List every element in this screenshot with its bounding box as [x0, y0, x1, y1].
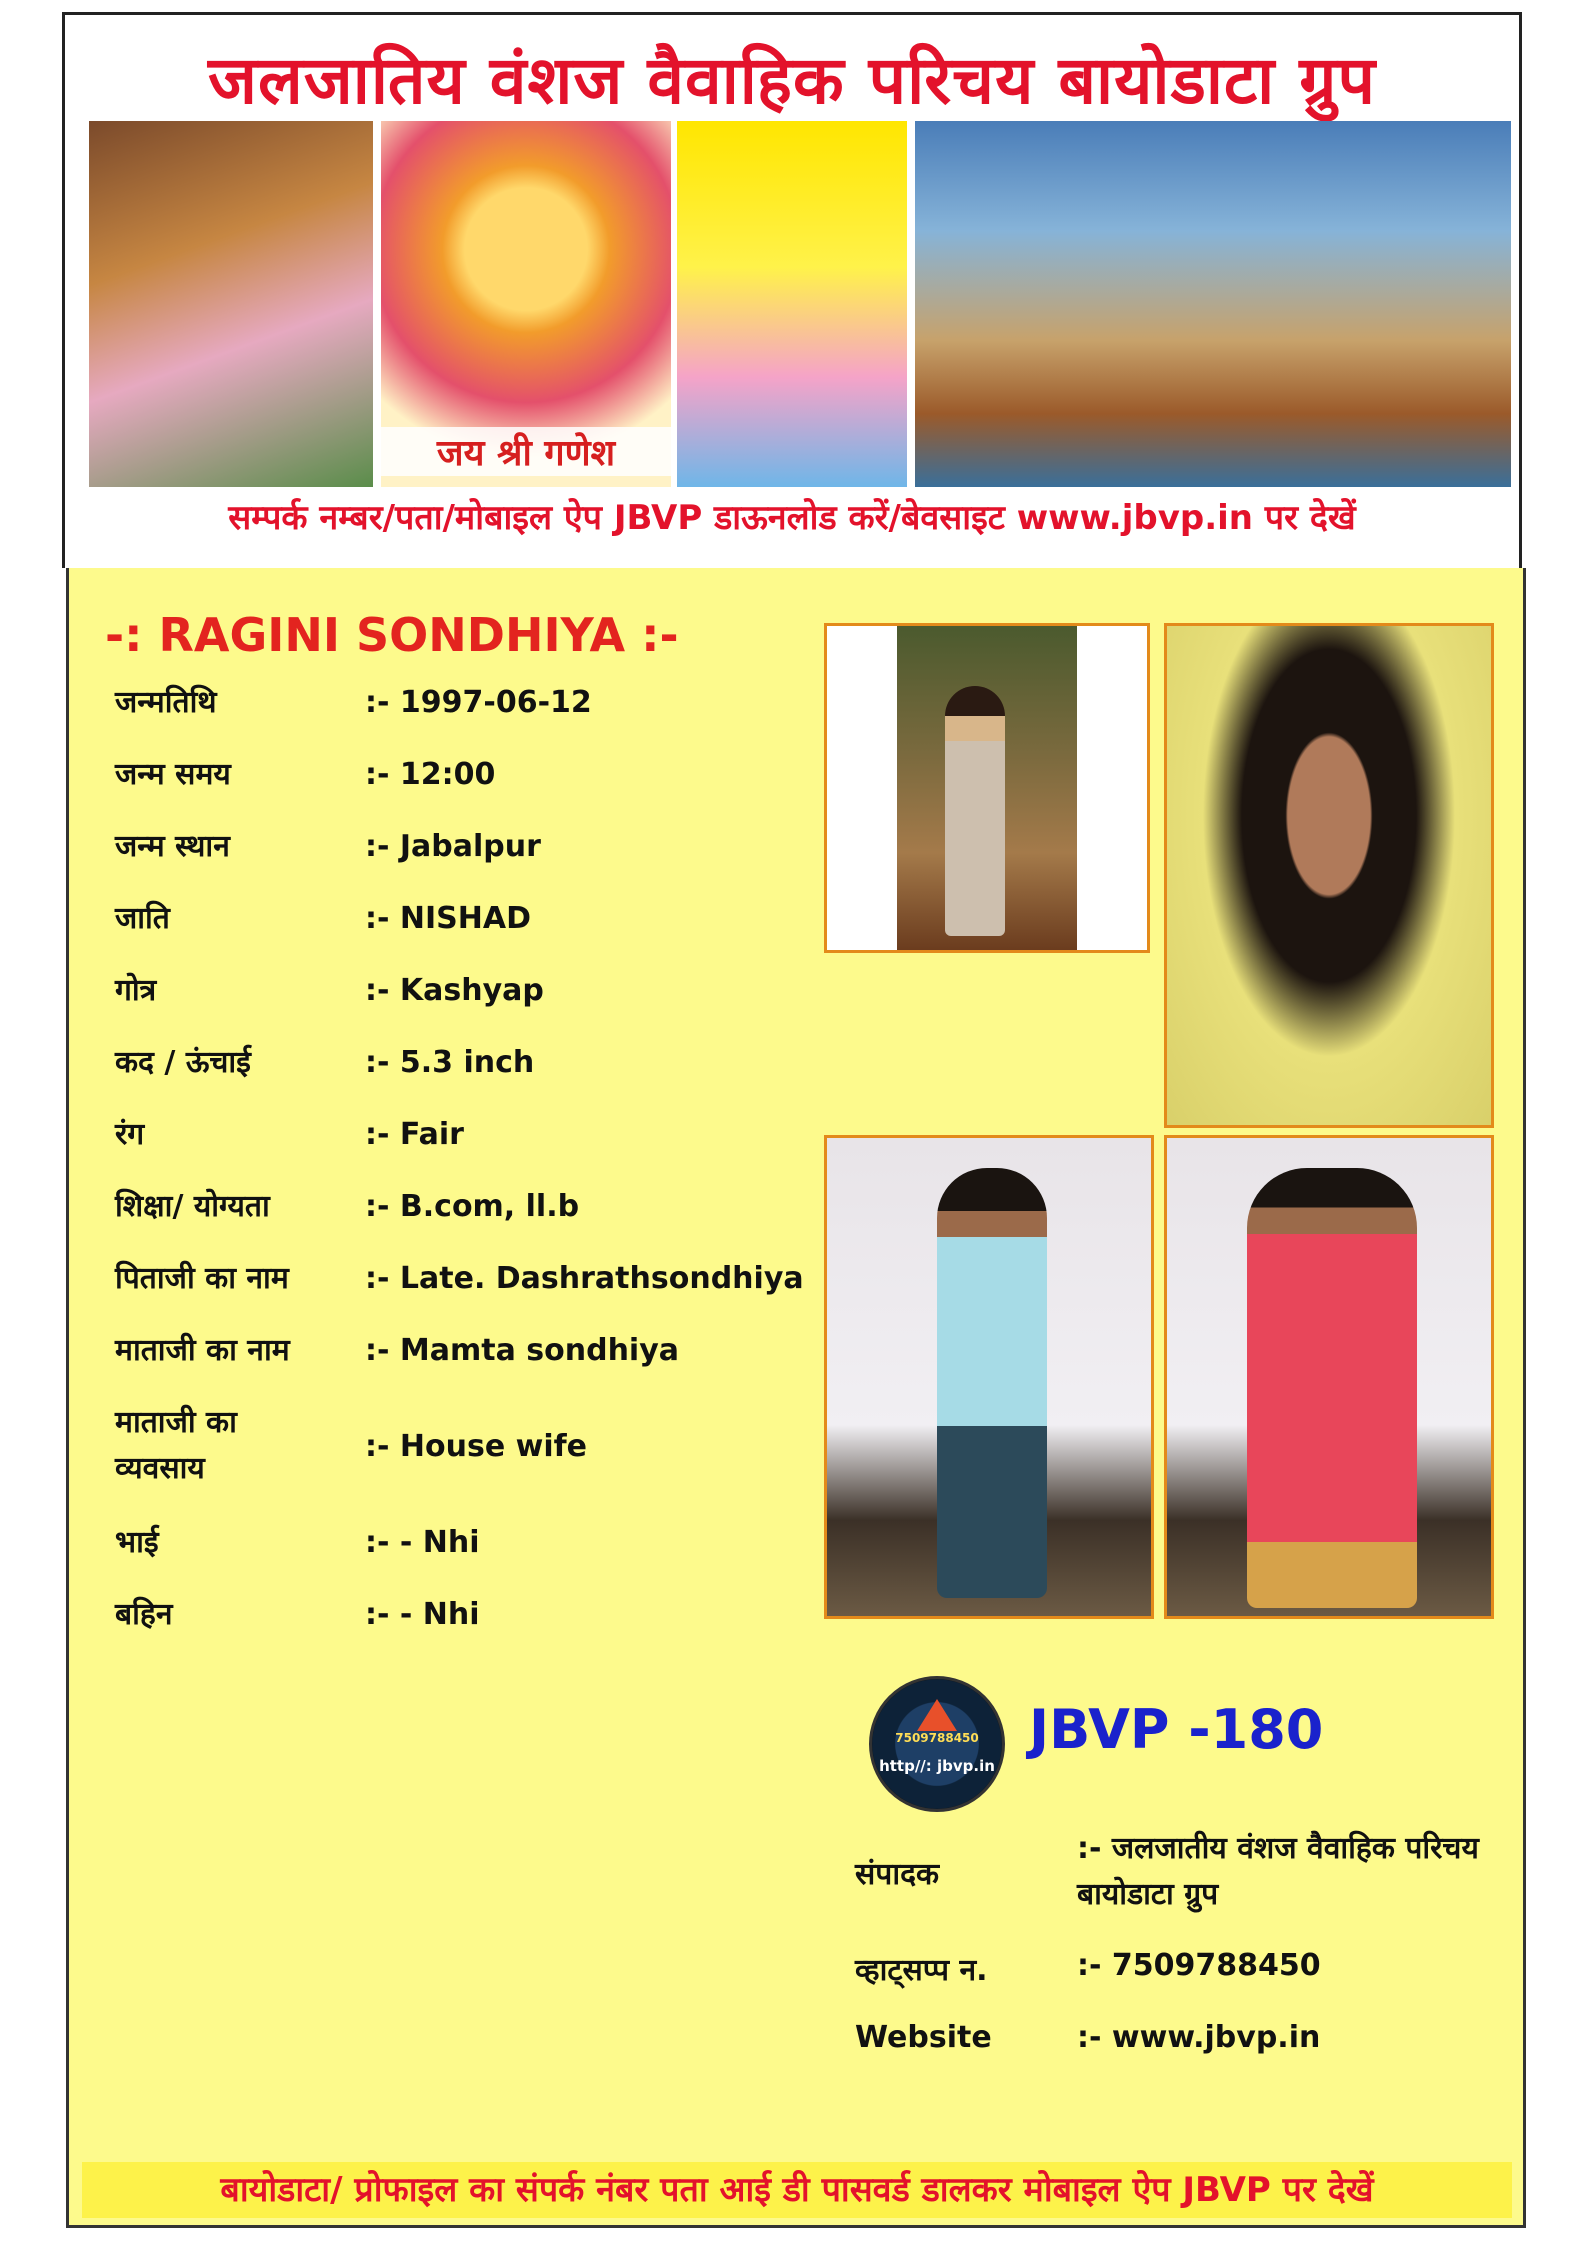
detail-label: जन्मतिथि: [115, 685, 217, 720]
photo-figure: [945, 686, 1005, 936]
detail-label: माताजी का व्यवसाय: [115, 1405, 237, 1486]
detail-value: :- - Nhi: [365, 1597, 480, 1632]
footer-banner: बायोडाटा/ प्रोफाइल का संपर्क नंबर पता आई डी पासवर्ड डालकर मोबाइल ऐप JBVP पर देखें: [82, 2162, 1512, 2218]
contact-value: :- 7509788450: [1077, 1948, 1321, 1983]
website-link[interactable]: :- www.jbvp.in: [1077, 2020, 1321, 2055]
contact-label: संपादक: [855, 1857, 940, 1892]
house-icon: [917, 1699, 957, 1731]
candidate-name: -: RAGINI SONDHIYA :-: [105, 608, 679, 662]
detail-label: गोत्र: [115, 973, 157, 1008]
detail-label: माताजी का नाम: [115, 1333, 290, 1368]
jbvp-logo: [869, 1676, 1005, 1812]
detail-value: :- 1997-06-12: [365, 685, 592, 720]
logo-text: http//: jbvp.in: [879, 1757, 995, 1775]
detail-value: :- Mamta sondhiya: [365, 1333, 680, 1368]
photo-full-length: [824, 623, 1150, 953]
contact-label: व्हाट्सप्प न.: [855, 1953, 988, 1988]
detail-value: :- Fair: [365, 1117, 464, 1152]
detail-label: कद / ऊंचाई: [115, 1045, 251, 1080]
banner-image-ram-sita: [89, 121, 373, 487]
detail-label: भाई: [115, 1525, 159, 1560]
photo-figure: [937, 1168, 1047, 1598]
profile-id: JBVP -180: [1029, 1698, 1324, 1761]
detail-value: :- Jabalpur: [365, 829, 541, 864]
detail-value: :- B.com, ll.b: [365, 1189, 580, 1224]
contact-label: Website: [855, 2020, 992, 2055]
header-banner: [62, 12, 1522, 568]
detail-value: :- Kashyap: [365, 973, 544, 1008]
banner-image-ram-sita-yellow: [677, 121, 907, 487]
detail-label: शिक्षा/ योग्यता: [115, 1189, 270, 1224]
detail-value: :- House wife: [365, 1429, 588, 1464]
detail-label: रंग: [115, 1117, 145, 1152]
detail-label: जन्म स्थान: [115, 829, 230, 864]
banner-images: [89, 121, 1509, 487]
photo-saree: [1164, 1135, 1494, 1619]
detail-value: :- 12:00: [365, 757, 496, 792]
page-title: जलजातिय वंशज वैवाहिक परिचय बायोडाटा ग्रुप: [208, 42, 1376, 119]
detail-value: :- 5.3 inch: [365, 1045, 535, 1080]
detail-value: :- Late. Dashrathsondhiya: [365, 1261, 804, 1296]
photo-figure: [1247, 1168, 1417, 1608]
logo-number: 7509788450: [895, 1731, 979, 1745]
banner-image-boat: [915, 121, 1511, 487]
photo-portrait: [1164, 623, 1494, 1128]
detail-value: :- NISHAD: [365, 901, 531, 936]
ganesh-label: जय श्री गणेश: [381, 427, 671, 476]
detail-label: जन्म समय: [115, 757, 231, 792]
contact-value: :- जलजातीय वंशज वैवाहिक परिचय बायोडाटा ग्रुप: [1077, 1831, 1479, 1912]
contact-subline: सम्पर्क नम्बर/पता/मोबाइल ऐप JBVP डाऊनलोड करें/बेवसाइट www.jbvp.in पर देखें: [228, 498, 1356, 538]
photo-suit: [824, 1135, 1154, 1619]
biodata-panel: [66, 568, 1526, 2228]
detail-value: :- - Nhi: [365, 1525, 480, 1560]
detail-label: जाति: [115, 901, 170, 936]
detail-label: बहिन: [115, 1597, 173, 1632]
detail-label: पिताजी का नाम: [115, 1261, 289, 1296]
